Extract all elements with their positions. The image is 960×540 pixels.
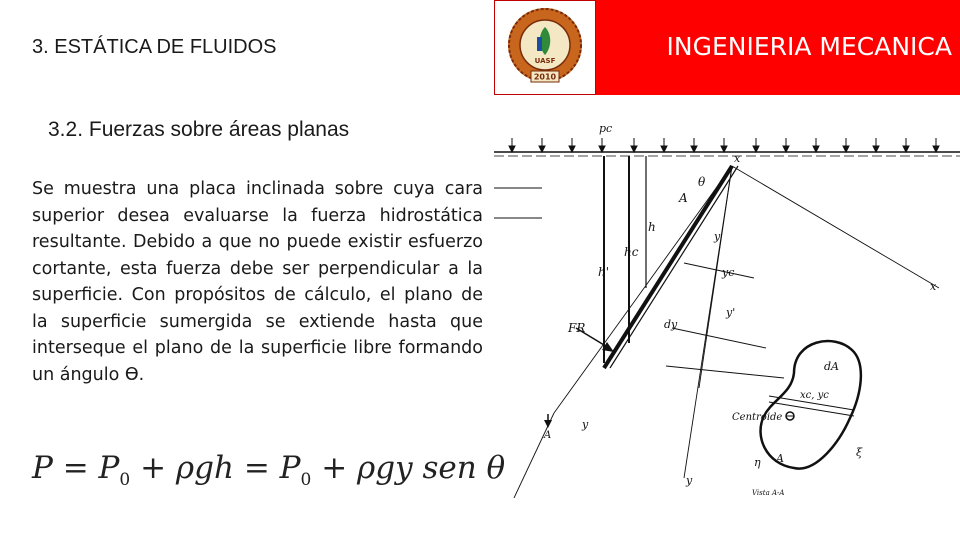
label-hc: hc: [624, 245, 639, 259]
label-h: h: [648, 220, 656, 234]
label-yc: yc: [722, 266, 735, 279]
label-y-prime: y': [726, 306, 736, 319]
label-theta: θ: [698, 175, 706, 189]
header-banner: [596, 0, 960, 95]
label-y-left: y: [582, 418, 589, 431]
university-logo: [494, 0, 596, 95]
label-pc: pc: [599, 122, 613, 135]
label-x-right: x: [930, 280, 937, 293]
label-dy: dy: [664, 318, 678, 331]
label-xc-yc: xc, yc: [800, 390, 829, 401]
label-da: dA: [824, 360, 839, 373]
label-view: Vista A-A: [752, 489, 785, 497]
label-a-area: A: [776, 452, 784, 465]
inclined-plate-diagram: [494, 118, 960, 498]
label-y-bottom: y: [686, 474, 693, 487]
logo-year: 2010: [533, 72, 557, 82]
label-a-lower: A: [544, 430, 552, 441]
label-fr: FR: [568, 321, 586, 335]
pressure-formula: $P = P_0 + \rho gh = P_0 + \rho gy$ sen θ: [32, 450, 506, 491]
explanation-paragraph: Se muestra una placa inclinada sobre cuya cara superior desea evaluarse la fuerza hidrostática resultante. Debido a que no puede existir esfuerzo cortante, esta fuerza debe ser perpendicular a la superficie. Con propósitos de cálculo, el plano de la superficie sumergida se extiende hasta que interseque el plano de la superficie libre formando un ángulo ϴ.: [32, 179, 483, 385]
label-h-prime: h': [598, 265, 610, 279]
section-title: 3. ESTÁTICA DE FLUIDOS: [32, 36, 277, 58]
label-y: y: [714, 230, 721, 243]
label-a-upper: A: [679, 191, 688, 205]
label-x-top: x: [734, 152, 741, 165]
label-eta: η: [754, 456, 761, 469]
logo-center-text: UASF: [534, 57, 556, 65]
banner-title: INGENIERIA MECANICA: [666, 32, 952, 61]
label-xi: ξ: [856, 446, 863, 459]
subsection-title: 3.2. Fuerzas sobre áreas planas: [48, 118, 350, 141]
label-centroide: Centroide: [732, 412, 783, 423]
